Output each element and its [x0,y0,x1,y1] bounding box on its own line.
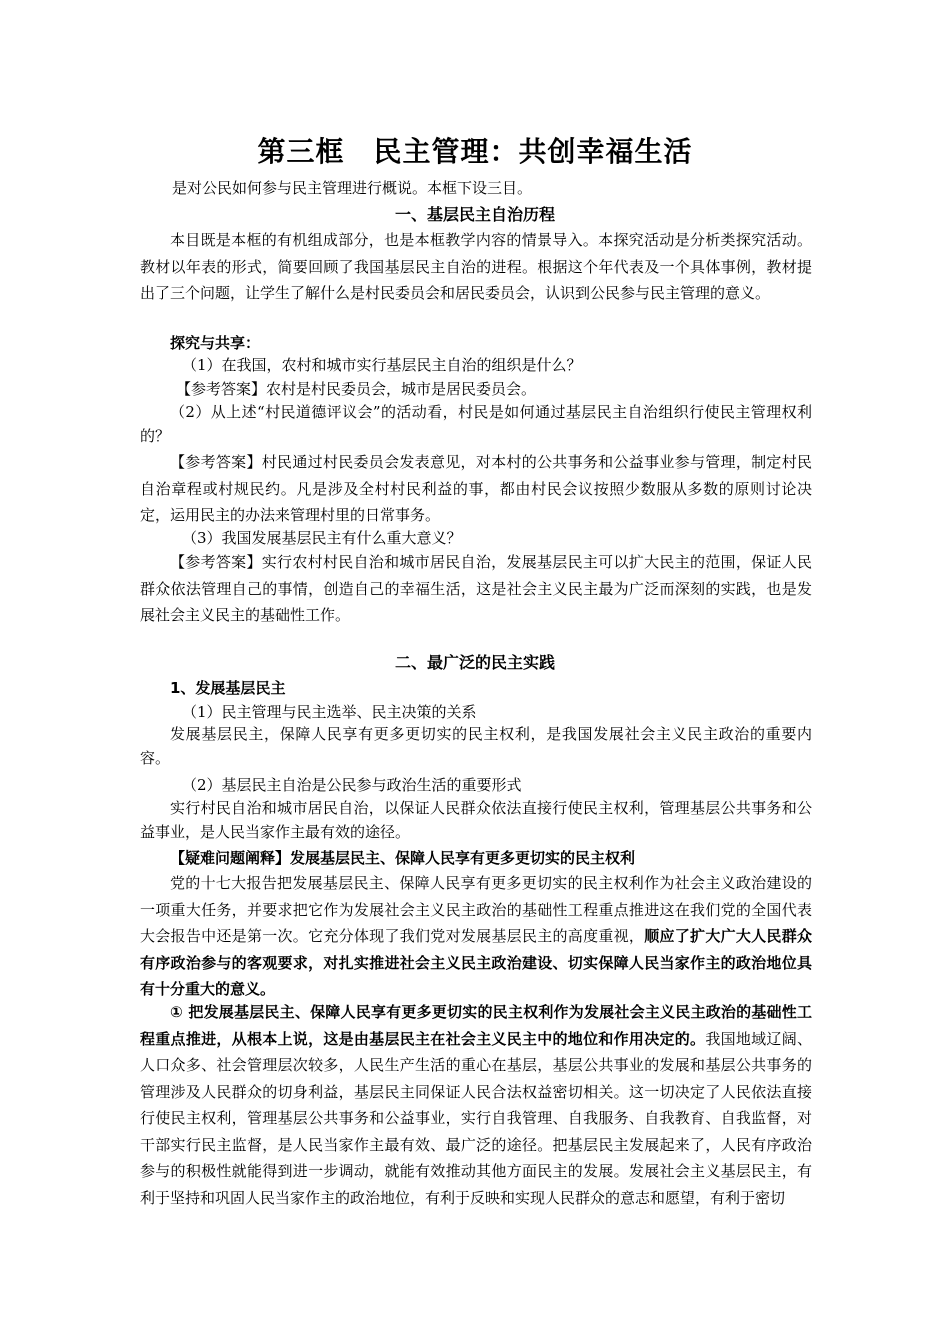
question-3: （3）我国发展基层民主有什么重大意义？ [182,529,462,547]
doubt-p1-bold: 顺应了扩大广大人民群众有序政治参与的客观要求，对扎实推进社会主义民主政治建设、切实保障人民当家作主的政治地位具有十分重大的意义。 [140,927,812,998]
answer-1: 【参考答案】农村是村民委员会，城市是居民委员会。 [176,380,537,398]
point-1-text: 发展基层民主，保障人民享有更多更切实的民主权利，是我国发展社会主义民主政治的重要内容。 [140,725,812,767]
doubt-heading: 【疑难问题阐释】发展基层民主、保障人民享有更多更切实的民主权利 [170,849,636,867]
explore-label: 探究与共享： [170,334,261,352]
doubt-paragraph-2 [140,999,812,1211]
section1-heading: 一、基层民主自治历程 [394,205,555,224]
section2-heading: 二、最广泛的民主实践 [394,653,555,672]
point-2-text: 实行村民自治和城市居民自治，以保证人民群众依法直接行使民主权利，管理基层公共事务和公益事业，是人民当家作主最有效的途径。 [140,799,812,841]
point-1-label: （1）民主管理与民主选举、民主决策的关系 [182,703,477,721]
point-2-label: （2）基层民主自治是公民参与政治生活的重要形式 [182,776,522,794]
answer-2: 【参考答案】村民通过村民委员会发表意见，对本村的公共事务和公益事业参与管理，制定村民自治章程或村规民约。凡是涉及全村村民利益的事，都由村民会议按照少数服从多数的原则讨论决定，运用民主的办法来管理村里的日常事务。 [140,453,812,524]
doubt-paragraph-1 [140,870,812,1003]
doubt-p1-text: 党的十七大报告把发展基层民主、保障人民享有更多更切实的民主权利作为社会主义政治建设的一项重大任务，并要求把它作为发展社会主义民主政治的基础性工程重点推进这在我们党的全国代表大会报告中还是第一次。它充分体现了我们党对发展基层民主的高度重视， [140,874,812,945]
question-1: （1）在我国，农村和城市实行基层民主自治的组织是什么？ [182,356,582,374]
doubt-p2-text: 我国地域辽阔、人口众多、社会管理层次较多，人民生产生活的重心在基层，基层公共事业的发展和基层公共事务的管理涉及人民群众的切身利益，基层民主同保证人民合法权益密切相关。这一切决定了人民依法直接行使民主权利，管理基层公共事务和公益事业，实行自我管理、自我服务、自我教育、自我监督，对干部实行民主监督，是人民当家作主最有效、最广泛的途径。把基层民主发展起来了，人民有序政治参与的积极性就能得到进一步调动，就能有效推动其他方面民主的发展。发展社会主义基层民主，有利于坚持和巩固人民当家作主的政治地位，有利于反映和实现人民群众的意志和愿望，有利于密切 [140,1029,812,1207]
intro-text: 是对公民如何参与民主管理进行概说。本框下设三目。 [172,179,533,197]
section1-paragraph: 本目既是本框的有机组成部分，也是本框教学内容的情景导入。本探究活动是分析类探究活动。教材以年表的形式，简要回顾了我国基层民主自治的进程。根据这个年代表及一个具体事例，教材提出了三个问题，让学生了解什么是村民委员会和居民委员会，认识到公民参与民主管理的意义。 [140,231,812,302]
question-2: （2）从上述“村民道德评议会”的活动看，村民是如何通过基层民主自治组织行使民主管理权利的？ [140,403,812,445]
doubt-p2-bold: ① 把发展基层民主、保障人民享有更多更切实的民主权利作为发展社会主义民主政治的基础性工程重点推进，从根本上说，这是由基层民主在社会主义民主中的地位和作用决定的。 [140,1003,812,1048]
subsection-1-heading: 1、发展基层民主 [170,679,286,697]
answer-3: 【参考答案】实行农村村民自治和城市居民自治，发展基层民主可以扩大民主的范围，保证人民群众依法管理自己的事情，创造自己的幸福生活，这是社会主义民主最为广泛而深刻的实践，也是发展社会主义民主的基础性工作。 [140,553,812,624]
page-title: 第三框 民主管理：共创幸福生活 [257,135,693,168]
